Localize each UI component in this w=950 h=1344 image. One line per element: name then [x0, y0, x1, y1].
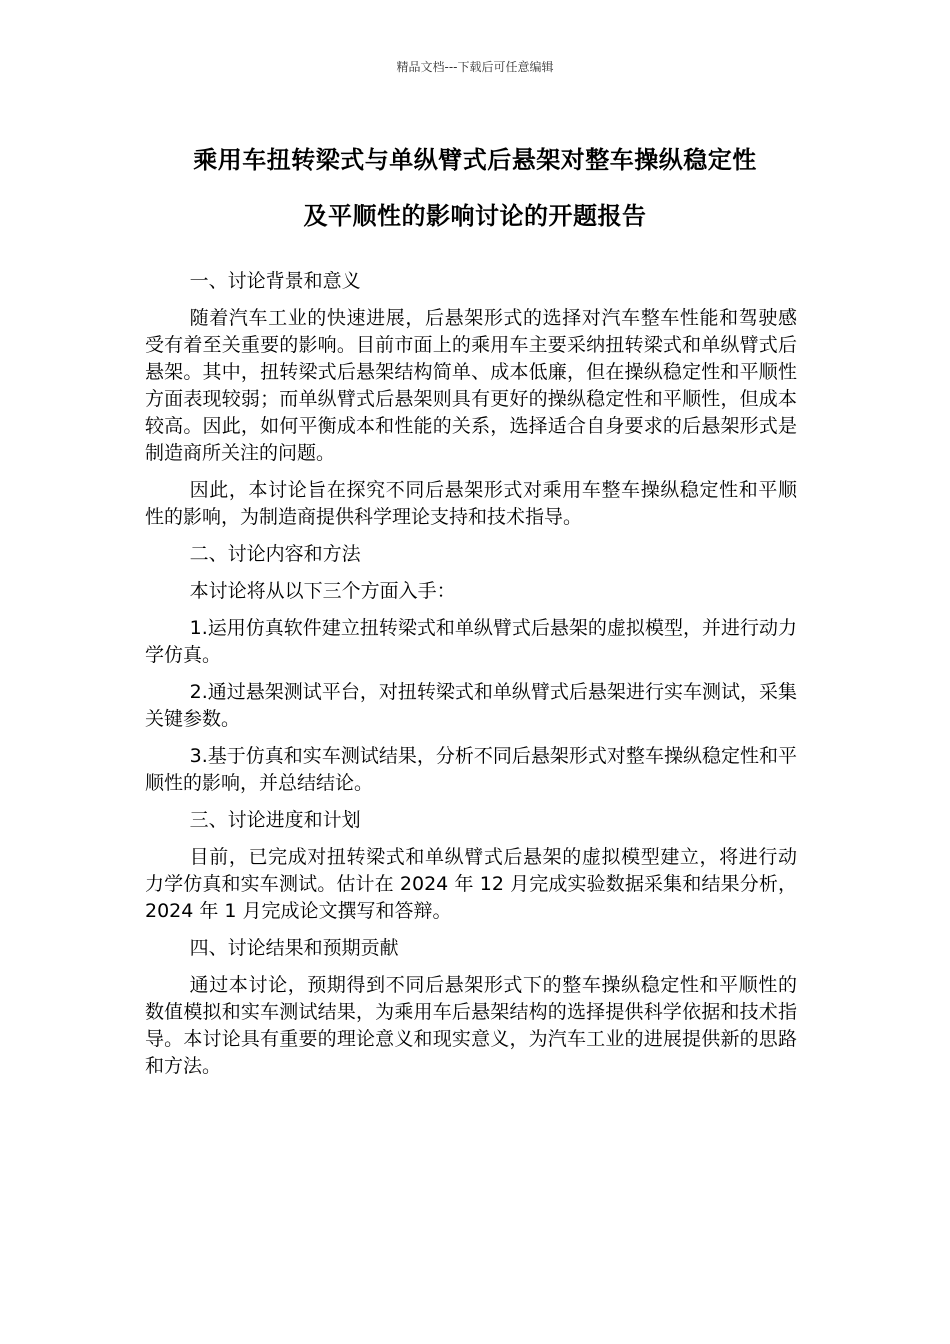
list-item-method-2: 2.通过悬架测试平台，对扭转梁式和单纵臂式后悬架进行实车测试，采集关键参数。: [145, 681, 797, 730]
paragraph-purpose: 因此，本讨论旨在探究不同后悬架形式对乘用车整车操纵稳定性和平顺性的影响，为制造商提供科学理论支持和技术指导。: [145, 479, 797, 528]
paragraph-results: 通过本讨论，预期得到不同后悬架形式下的整车操纵稳定性和平顺性的数值模拟和实车测试结果，为乘用车后悬架结构的选择提供科学依据和技术指导。本讨论具有重要的理论意义和现实意义，为汽车工业的进展提供新的思路和方法。: [145, 974, 797, 1077]
page-header-watermark: 精品文档---下载后可任意编辑: [396, 60, 554, 74]
paragraph-progress: 目前，已完成对扭转梁式和单纵臂式后悬架的虚拟模型建立，将进行动力学仿真和实车测试。估计在 2024 年 12 月完成实验数据采集和结果分析，2024 年 1 月完成论文撰写和答辩。: [145, 846, 797, 922]
document-title-line-1: 乘用车扭转梁式与单纵臂式后悬架对整车操纵稳定性: [193, 146, 757, 174]
document-body: [145, 268, 797, 1090]
document-title: [120, 132, 830, 244]
section-heading-progress-plan: 三、讨论进度和计划: [189, 809, 361, 831]
section-heading-content-methods: 二、讨论内容和方法: [189, 543, 361, 565]
section-heading-background: 一、讨论背景和意义: [189, 270, 361, 292]
list-item-method-1: 1.运用仿真软件建立扭转梁式和单纵臂式后悬架的虚拟模型，并进行动力学仿真。: [145, 617, 797, 666]
section-heading-results-contribution: 四、讨论结果和预期贡献: [189, 937, 399, 959]
paragraph-intro-methods: 本讨论将从以下三个方面入手：: [189, 580, 456, 602]
list-item-method-3: 3.基于仿真和实车测试结果，分析不同后悬架形式对整车操纵稳定性和平顺性的影响，并总结结论。: [145, 745, 797, 794]
paragraph-background: 随着汽车工业的快速进展，后悬架形式的选择对汽车整车性能和驾驶感受有着至关重要的影响。目前市面上的乘用车主要采纳扭转梁式和单纵臂式后悬架。其中，扭转梁式后悬架结构简单、成本低廉，但在操纵稳定性和平顺性方面表现较弱；而单纵臂式后悬架则具有更好的操纵稳定性和平顺性，但成本较高。因此，如何平衡成本和性能的关系，选择适合自身要求的后悬架形式是制造商所关注的问题。: [145, 307, 797, 464]
document-title-line-2: 及平顺性的影响讨论的开题报告: [303, 202, 647, 230]
